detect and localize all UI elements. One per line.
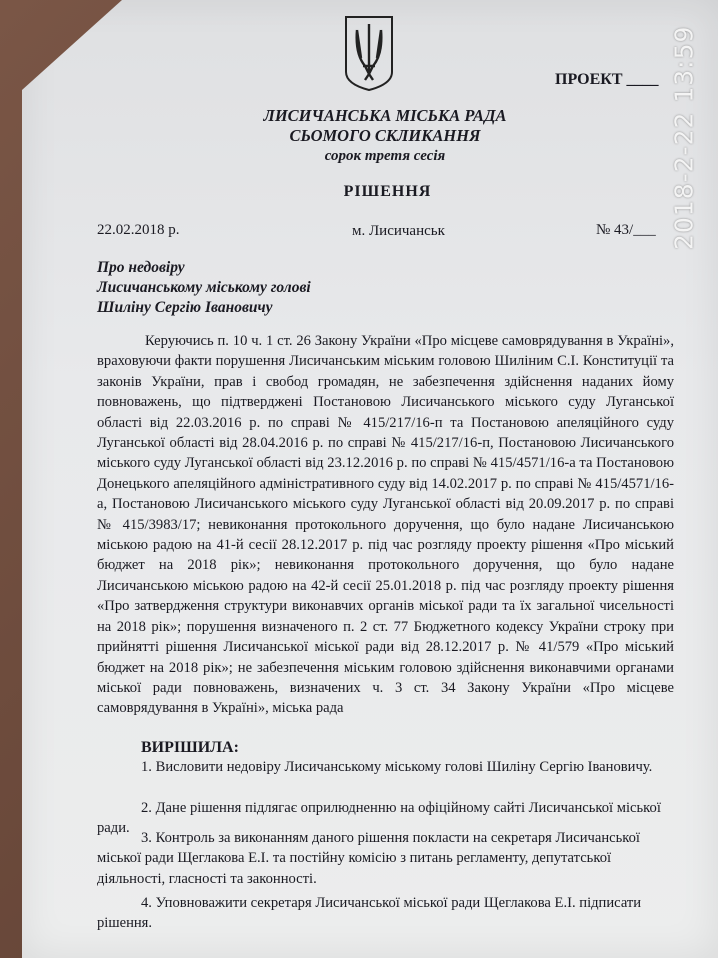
council-name: ЛИСИЧАНСЬКА МІСЬКА РАДА bbox=[263, 106, 507, 125]
project-label: ПРОЕКТ ____ bbox=[555, 71, 659, 88]
photo-timestamp: 2018-2-22 13:59 bbox=[669, 25, 699, 251]
decision-heading: ВИРІШИЛА: bbox=[141, 739, 239, 756]
document-number: № 43/___ bbox=[596, 222, 656, 238]
preamble-paragraph bbox=[97, 331, 674, 719]
session: сорок третя сесія bbox=[324, 148, 446, 164]
decision-item-4: 4. Уповноважити секретаря Лисичанської міської ради Щеглакова Е.І. підписати рішення. bbox=[97, 895, 642, 932]
subject-line-1: Про недовіру bbox=[97, 259, 185, 276]
document-city: м. Лисичанськ bbox=[352, 223, 445, 239]
subject-line-2: Лисичанському міському голові bbox=[97, 279, 311, 296]
convocation: СЬОМОГО СКЛИКАННЯ bbox=[289, 126, 481, 145]
preamble-text: Керуючись п. 10 ч. 1 ст. 26 Закону України «Про місцеве самоврядування в Україні», враховуючи факти порушення Лисичанським міським головою Шиліним С.І. Конституції та законів України, прав і свобод громадян, не забезпечення здійснення наданих йому повноважень, що підтверджені Постановою Лисичанського міського суду Луганської області від 22.03.2016 р. по справі № 415/217/16-п та Постановою апеляційного суду Луганської області від 28.04.2016 р. по справі № 415/217/16-п, Постановою Лисичанського міського суду Луганської області від 23.12.2016 р. по справі № 415/4571/16-а та Постановою Донецького апеляційного адміністративного суду від 14.02.2017 р. по справі № 415/4571/16-а, Постановою Лисичанського міського суду Луганської області від 20.09.2017 р. по справі № 415/3983/17; невиконання протокольного доручення, що було надане Лисичанською міською радою на 41-й сесії 28.12.2017 р. під час розгляду проекту рішення «Про міський бюджет на 2018 рік»; невиконання протокольного доручення, що було надане Лисичанською міською радою на 42-й сесії 25.01.2018 р. під час розгляду проекту рішення «Про затвердження структури виконавчих органів міської ради та їх загальної чисельності на 2018 рік»; порушення визначеного п. 2 ст. 77 Бюджетного кодексу України строку при прийнятті рішення Лисичанської міської ради від 28.12.2017 р. № 41/579 «Про міський бюджет на 2018 рік»; не забезпечення міським головою здійснення виконавчими органами міської ради повноважень, визначених ч. 3 ст. 34 Закону України «Про місцеве самоврядування в Україні», міська рада bbox=[97, 333, 674, 717]
document-date: 22.02.2018 р. bbox=[97, 222, 180, 238]
decision-item-3: 3. Контроль за виконанням даного рішення покласти на секретаря Лисичанської міської ради Щеглакова Е.І. та постійну комісію з питань регламенту, депутатської діяльності, гласності та законності. bbox=[97, 830, 640, 887]
subject-line-3: Шиліну Сергію Івановичу bbox=[97, 299, 273, 316]
decision-item-2: 2. Дане рішення підлягає оприлюдненню на офіційному сайті Лисичанської міської ради. bbox=[97, 800, 661, 837]
document-type: РІШЕННЯ bbox=[343, 183, 432, 200]
decision-item-1: 1. Висловити недовіру Лисичанському міському голові Шиліну Сергію Івановичу. bbox=[141, 759, 653, 775]
trident-icon bbox=[343, 14, 395, 92]
